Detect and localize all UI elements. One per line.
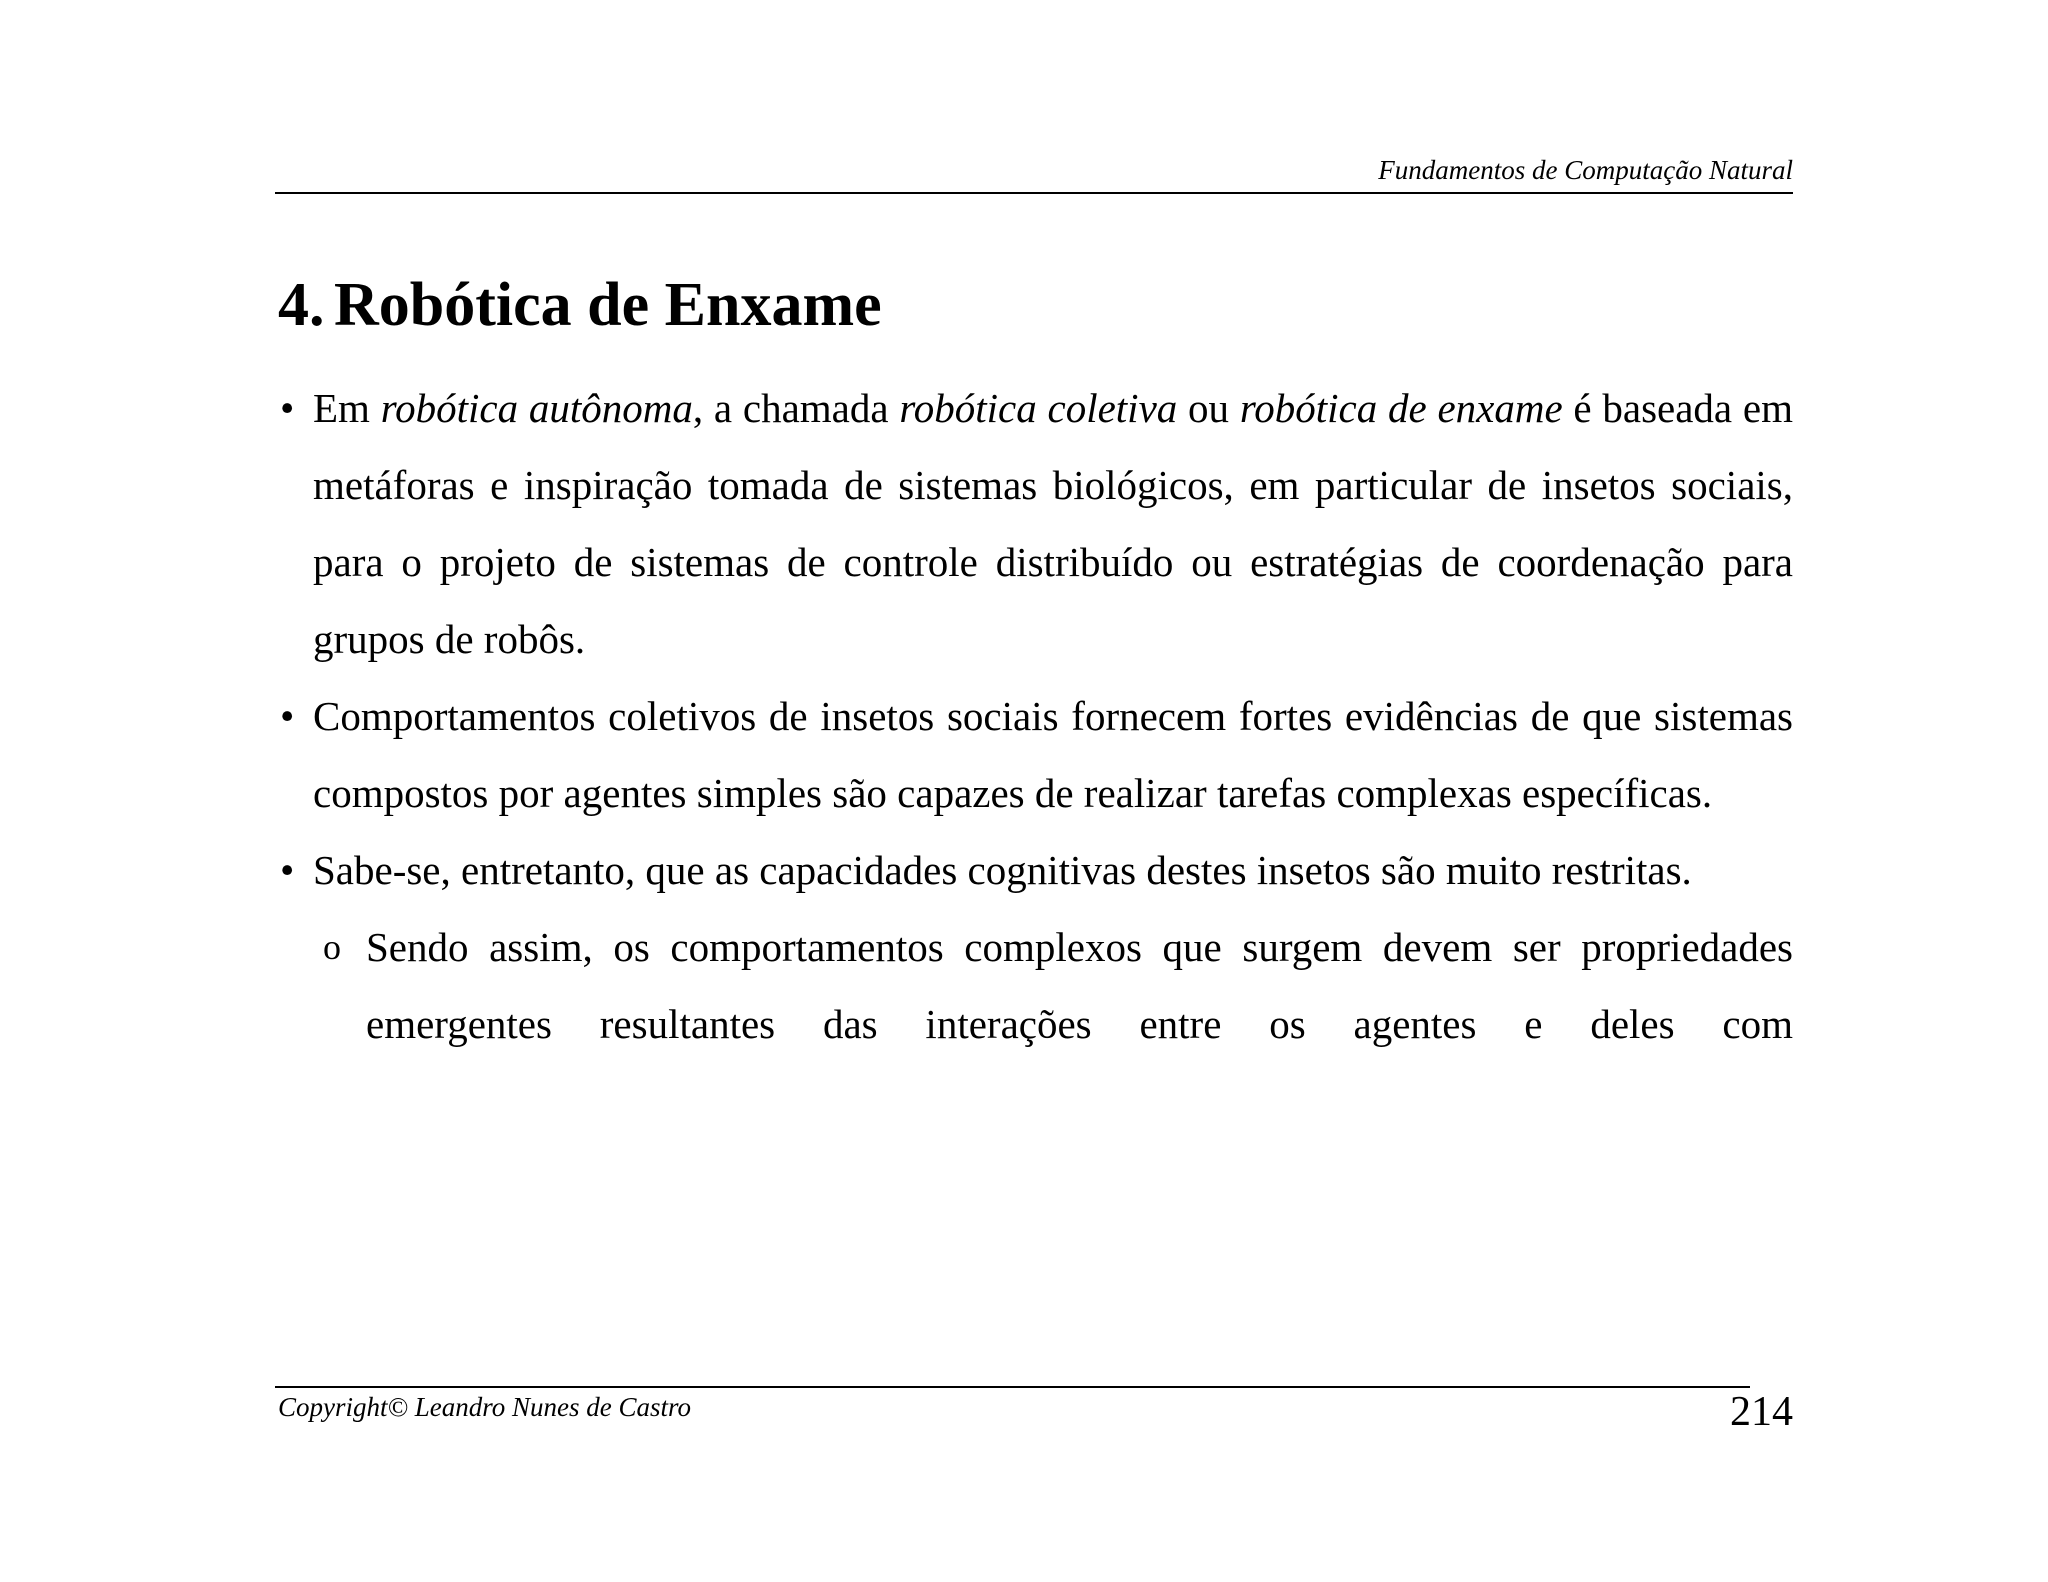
text-segment: ou bbox=[1177, 385, 1240, 431]
sub-bullet-marker: o bbox=[323, 927, 341, 967]
header-rule bbox=[275, 192, 1793, 194]
section-title-text: Robótica de Enxame bbox=[334, 271, 882, 339]
emphasis-term: robótica coletiva bbox=[899, 385, 1178, 431]
text-segment: , a chamada bbox=[692, 385, 900, 431]
sub-bullet-item bbox=[323, 909, 1793, 1063]
bullet-text: Comportamentos coletivos de insetos sociais fornecem fortes evidências de que sistemas compostos por agentes simples são capazes de realizar tarefas complexas específicas. bbox=[313, 693, 1793, 816]
slide-content bbox=[280, 370, 1793, 1063]
bullet-item bbox=[280, 832, 1793, 909]
copyright-notice: Copyright© Leandro Nunes de Castro bbox=[278, 1392, 692, 1422]
bullet-item bbox=[280, 678, 1793, 832]
text-segment: é baseada em metáforas e inspiração tomada de sistemas biológicos, em particular de insetos sociais, para o projeto de sistemas de controle distribuído ou estratégias de coordenação para grupos de robôs. bbox=[313, 385, 1793, 662]
bullet-text: Sabe-se, entretanto, que as capacidades cognitivas destes insetos são muito restritas. bbox=[313, 847, 1692, 893]
text-segment: Em bbox=[313, 385, 381, 431]
section-number: 4. bbox=[278, 271, 325, 339]
sub-bullet-text: Sendo assim, os comportamentos complexos que surgem devem ser propriedades emergentes resultantes das interações entre os agentes e deles com bbox=[366, 924, 1793, 1047]
running-header: Fundamentos de Computação Natural bbox=[1378, 155, 1793, 185]
bullet-item bbox=[280, 370, 1793, 678]
page-number: 214 bbox=[1730, 1389, 1793, 1435]
emphasis-term: robótica autônoma bbox=[380, 385, 693, 431]
bullet-marker: • bbox=[280, 385, 295, 431]
emphasis-term: robótica de enxame bbox=[1239, 385, 1563, 431]
bullet-marker: • bbox=[280, 847, 295, 893]
section-title bbox=[278, 270, 882, 341]
bullet-marker: • bbox=[280, 693, 295, 739]
footer-rule bbox=[275, 1386, 1750, 1388]
